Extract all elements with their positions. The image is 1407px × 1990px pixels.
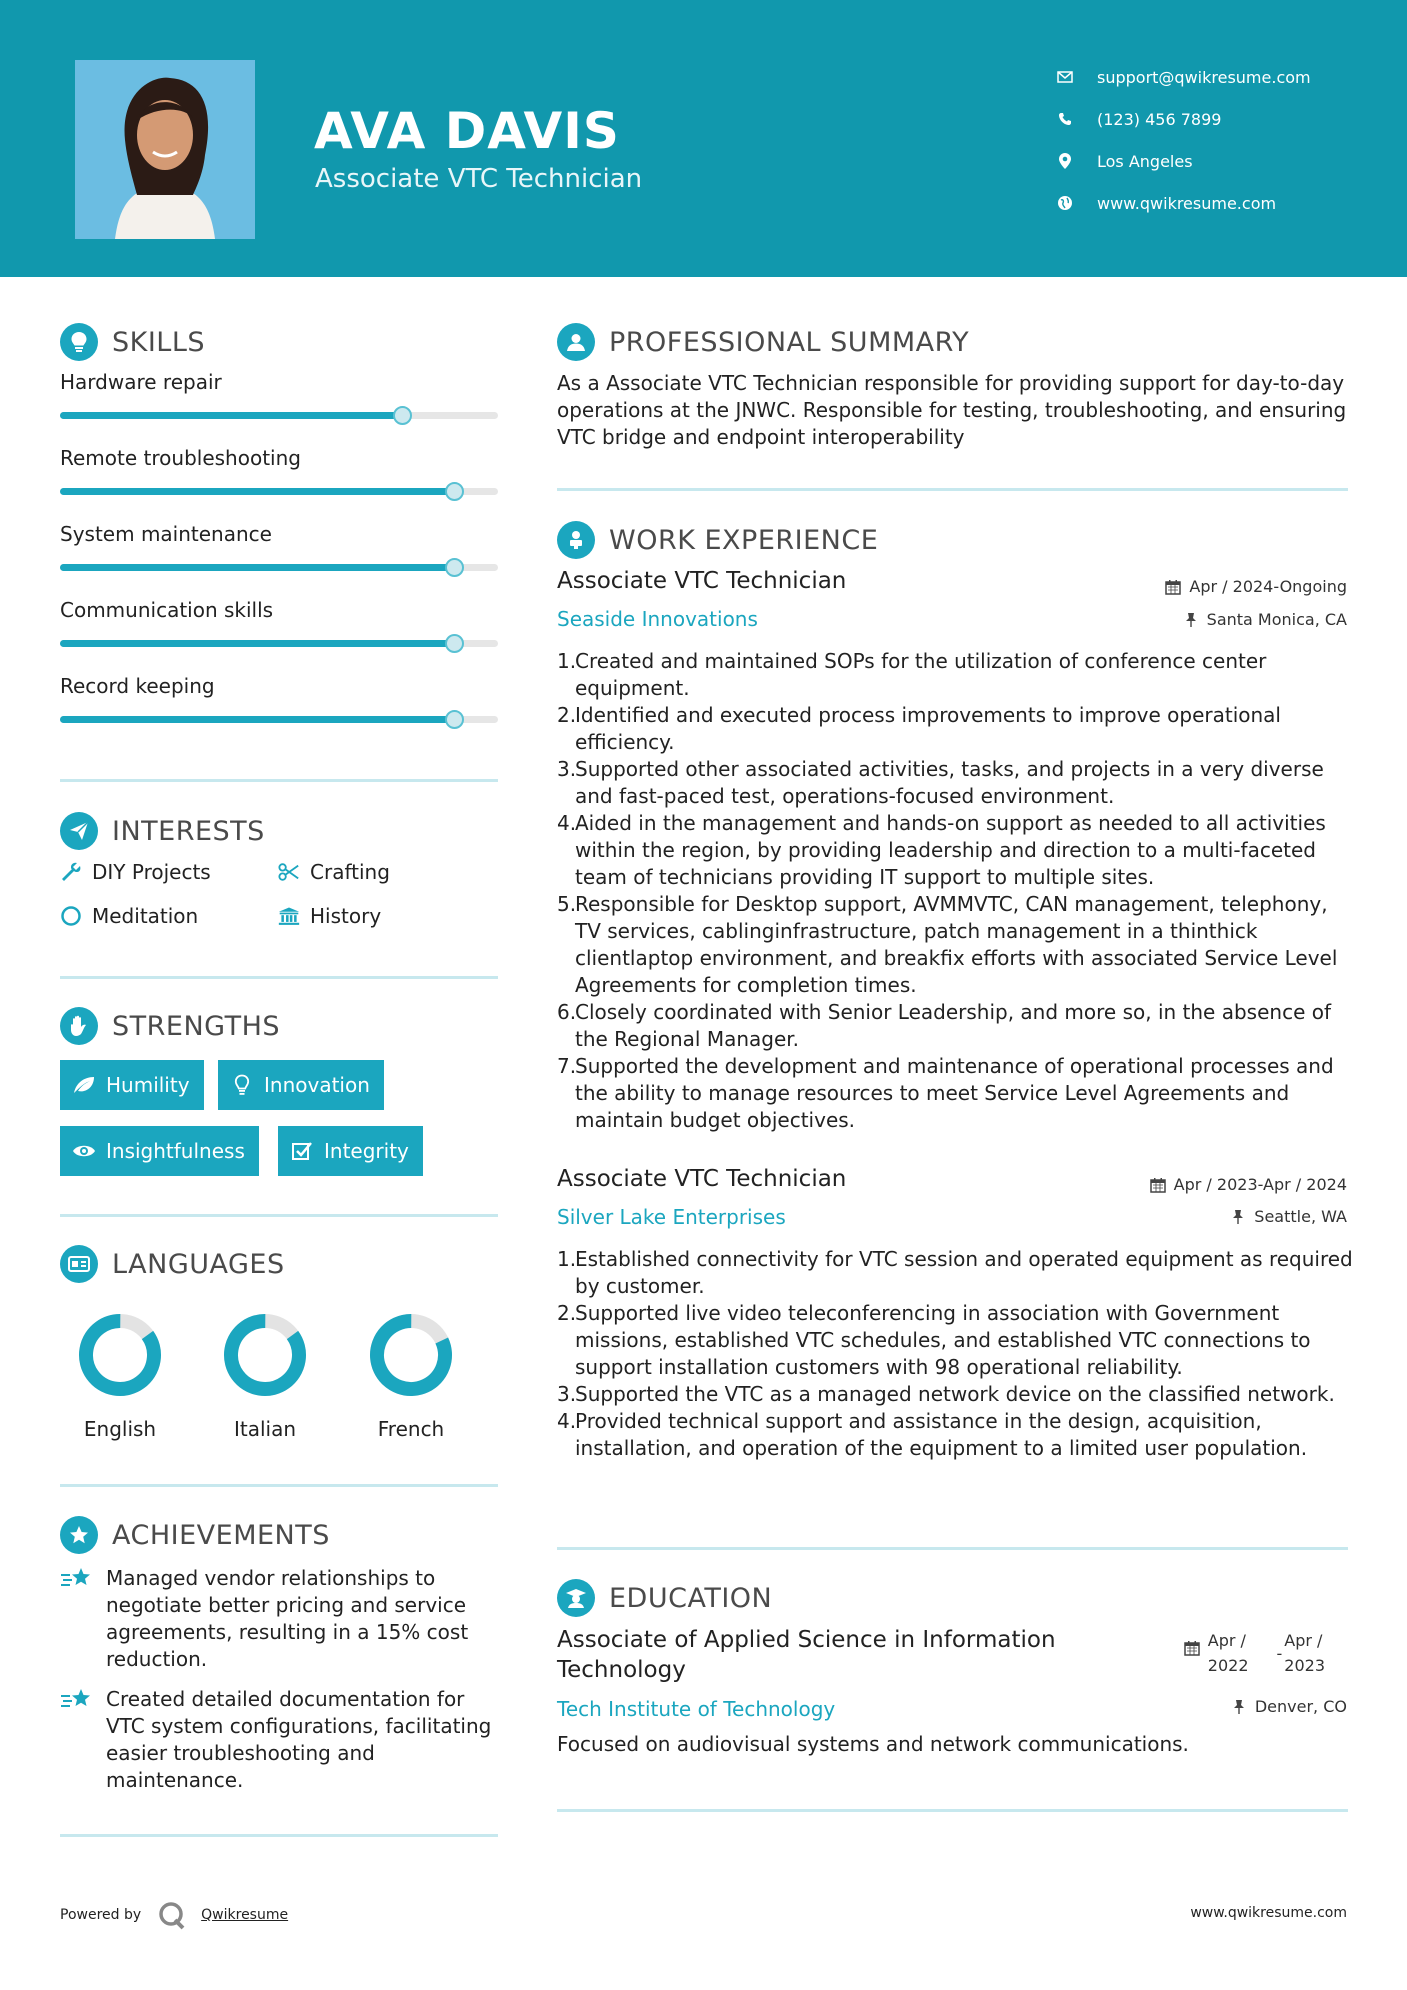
- job-date-text: Apr / 2023-Apr / 2024: [1173, 1175, 1347, 1194]
- job-location-text: Seattle, WA: [1254, 1207, 1347, 1226]
- language-donut: [70, 1305, 170, 1405]
- education-date-end: [1284, 1628, 1325, 1678]
- school-name: Tech Institute of Technology: [557, 1697, 836, 1721]
- job-bullet: [557, 810, 1357, 891]
- bullet-text: Identified and executed process improvements to improve operational efficiency.: [575, 703, 1281, 754]
- candidate-title: Associate VTC Technician: [315, 164, 643, 194]
- skill-label: Record keeping: [60, 674, 215, 698]
- skill-bar-fill: [60, 640, 454, 647]
- strength-pill: [218, 1060, 384, 1110]
- checkbox-icon: [290, 1139, 314, 1163]
- bullet-number: 7.: [557, 1054, 577, 1078]
- skill-item: [60, 522, 498, 571]
- circle-icon: [60, 905, 82, 927]
- interest-label: History: [310, 904, 382, 928]
- interest-label: Crafting: [310, 860, 390, 884]
- job-bullet: [557, 891, 1357, 999]
- strength-label: Insightfulness: [106, 1139, 245, 1163]
- bullet-text: Created and maintained SOPs for the utilization of conference center equipment.: [575, 649, 1267, 700]
- contact-location: [1055, 140, 1311, 182]
- skill-item: [60, 598, 498, 647]
- contact-phone-text: (123) 456 7899: [1097, 109, 1222, 129]
- strength-pill: [60, 1060, 204, 1110]
- skill-bar-knob: [445, 710, 464, 729]
- bullet-text: Aided in the management and hands-on support as needed to all activities within the region, by providing leadership and direction to a multi-faceted team of technicians providing IT support to multiple sites.: [575, 811, 1326, 889]
- powered-by: [60, 1900, 288, 1930]
- wrench-icon: [60, 861, 82, 883]
- profile-photo: [75, 60, 255, 239]
- language-item: [60, 1305, 180, 1441]
- job-bullet: [557, 1053, 1357, 1134]
- summary-title: PROFESSIONAL SUMMARY: [609, 326, 970, 358]
- job-bullet: [557, 648, 1357, 702]
- education-location: [1231, 1697, 1347, 1716]
- education-end-year: 2023: [1284, 1656, 1325, 1675]
- language-label: French: [377, 1417, 445, 1441]
- candidate-name: AVA DAVIS: [314, 102, 620, 160]
- skill-bar: [60, 564, 498, 571]
- skill-label: Remote troubleshooting: [60, 446, 301, 470]
- donut-fill: [218, 1308, 313, 1403]
- divider: [60, 1834, 498, 1837]
- interest-item: [60, 904, 198, 928]
- scissors-icon: [278, 861, 300, 883]
- bullet-text: Supported live video teleconferencing in association with Government missions, established VTC schedules, and established VTC connections to support installation customers with 98 operational reliability.: [575, 1301, 1311, 1379]
- divider: [557, 1809, 1348, 1812]
- strengths-title: STRENGTHS: [112, 1010, 281, 1042]
- job-date: [1150, 1175, 1347, 1194]
- bullet-text: Supported other associated activities, tasks, and projects in a very diverse and fast-paced test, operations-focused environment.: [575, 757, 1324, 808]
- language-donut: [215, 1305, 315, 1405]
- pushpin-icon: [1231, 1699, 1247, 1715]
- strength-label: Integrity: [324, 1139, 409, 1163]
- divider: [60, 976, 498, 979]
- skill-label: System maintenance: [60, 522, 272, 546]
- summary-text: As a Associate VTC Technician responsible for providing support for day-to-day operations at the JNWC. Responsible for testing, troubleshooting, and ensuring VTC bridge and endpoint interoperability: [557, 371, 1347, 449]
- graduate-badge-icon: [557, 1579, 595, 1617]
- achievements-heading: [60, 1516, 330, 1554]
- pushpin-icon: [1230, 1209, 1246, 1225]
- bullet-number: 1.: [557, 1247, 577, 1271]
- education-title: EDUCATION: [609, 1582, 773, 1614]
- skill-item: [60, 674, 498, 723]
- job-location-text: Santa Monica, CA: [1206, 610, 1347, 629]
- education-end-month: Apr /: [1284, 1631, 1323, 1650]
- job-title: Associate VTC Technician: [557, 568, 847, 594]
- job-bullet: [557, 1381, 1357, 1408]
- language-donut: [361, 1305, 461, 1405]
- skill-bar-knob: [393, 406, 412, 425]
- strength-pill: [60, 1126, 259, 1176]
- achievement-item: [60, 1565, 500, 1673]
- leaf-icon: [72, 1073, 96, 1097]
- divider: [60, 1214, 498, 1217]
- skill-bar: [60, 716, 498, 723]
- job-bullet: [557, 756, 1357, 810]
- achievement-item: [60, 1686, 500, 1794]
- language-badge-icon: [60, 1245, 98, 1283]
- skill-label: Communication skills: [60, 598, 274, 622]
- bullet-text: Responsible for Desktop support, AVMMVTC, CAN management, telephony, TV services, cablinginfrastructure, patch management in a thinthick clientlaptop environment, and breakfix efforts with associated Service Level Agreements for completion times.: [575, 892, 1338, 997]
- contact-website-text: www.qwikresume.com: [1097, 193, 1277, 213]
- qwikresume-link[interactable]: Qwikresume: [201, 1907, 289, 1923]
- interests-title: INTERESTS: [112, 815, 265, 847]
- contact-email[interactable]: [1055, 56, 1311, 98]
- achievement-text: Managed vendor relationships to negotiate better pricing and service agreements, resulting in a 15% cost reduction.: [106, 1566, 469, 1671]
- contact-website[interactable]: [1055, 182, 1311, 224]
- job-bullets: [557, 1246, 1357, 1462]
- skill-bar-fill: [60, 564, 454, 571]
- job-location: [1183, 610, 1347, 629]
- bullet-number: 1.: [557, 649, 577, 673]
- bullet-number: 6.: [557, 1000, 577, 1024]
- eye-icon: [72, 1139, 96, 1163]
- language-item: [205, 1305, 325, 1441]
- bullet-text: Supported the development and maintenance of operational processes and the ability to manage resources to meet Service Level Agreements and maintain budget objectives.: [575, 1054, 1334, 1132]
- languages-heading: [60, 1245, 285, 1283]
- lightbulb-icon: [230, 1073, 254, 1097]
- donut-fill: [366, 1310, 456, 1400]
- museum-icon: [278, 905, 300, 927]
- skill-bar: [60, 488, 498, 495]
- education-date-separator: -: [1276, 1644, 1283, 1663]
- skill-bar-knob: [445, 634, 464, 653]
- divider: [60, 779, 498, 782]
- job-company: Silver Lake Enterprises: [557, 1205, 786, 1229]
- divider: [557, 1547, 1348, 1550]
- skill-bar-knob: [445, 482, 464, 501]
- qwikresume-logo-icon: [157, 1900, 187, 1930]
- skill-bar-fill: [60, 412, 402, 419]
- job-bullet: [557, 999, 1357, 1053]
- bullet-number: 4.: [557, 1409, 577, 1433]
- skill-label: Hardware repair: [60, 370, 222, 394]
- strength-label: Humility: [106, 1073, 190, 1097]
- strength-label: Innovation: [264, 1073, 370, 1097]
- divider: [557, 488, 1348, 491]
- experience-title: WORK EXPERIENCE: [609, 524, 879, 556]
- skill-bar-fill: [60, 716, 454, 723]
- briefcase-user-badge-icon: [557, 521, 595, 559]
- divider: [60, 1484, 498, 1487]
- achievement-text: Created detailed documentation for VTC system configurations, facilitating easier troubleshooting and maintenance.: [106, 1687, 492, 1792]
- job-bullet: [557, 702, 1357, 756]
- bullet-number: 2.: [557, 1301, 577, 1325]
- pushpin-icon: [1183, 612, 1199, 628]
- paper-plane-badge-icon: [60, 812, 98, 850]
- bullet-number: 2.: [557, 703, 577, 727]
- interest-item: [278, 904, 381, 928]
- calendar-icon: [1184, 1640, 1200, 1656]
- education-start-year: 2022: [1207, 1656, 1249, 1675]
- experience-heading: [557, 521, 878, 559]
- bullet-number: 3.: [557, 1382, 577, 1406]
- lightbulb-badge-icon: [60, 323, 98, 361]
- education-date: [1184, 1628, 1347, 1678]
- education-heading: [557, 1579, 772, 1617]
- education-description: Focused on audiovisual systems and network communications.: [557, 1732, 1189, 1756]
- skills-title: SKILLS: [112, 326, 206, 358]
- globe-icon: [1055, 193, 1075, 213]
- skill-item: [60, 446, 498, 495]
- language-label: English: [83, 1417, 157, 1441]
- degree-title: Associate of Applied Science in Information Technology: [557, 1627, 1056, 1683]
- job-date: [1165, 577, 1347, 596]
- interest-label: DIY Projects: [92, 860, 211, 884]
- job-bullets: [557, 648, 1357, 1134]
- mail-icon: [1055, 67, 1075, 87]
- skill-item: [60, 370, 498, 419]
- calendar-icon: [1165, 579, 1181, 595]
- resume-header: [0, 0, 1407, 277]
- education-date-start: [1208, 1628, 1249, 1678]
- bullet-text: Established connectivity for VTC session and operated equipment as required by customer.: [575, 1247, 1353, 1298]
- shooting-star-icon: [60, 1565, 94, 1673]
- bullet-text: Supported the VTC as a managed network device on the classified network.: [575, 1382, 1335, 1406]
- skill-bar-knob: [445, 558, 464, 577]
- powered-by-label: Powered by: [60, 1907, 142, 1923]
- job-title: Associate VTC Technician: [557, 1166, 847, 1192]
- language-item: [351, 1305, 471, 1441]
- strengths-heading: [60, 1007, 280, 1045]
- contact-list: [1055, 56, 1311, 224]
- skill-bar: [60, 640, 498, 647]
- user-badge-icon: [557, 323, 595, 361]
- job-bullet: [557, 1300, 1357, 1381]
- bullet-number: 4.: [557, 811, 577, 835]
- bullet-number: 3.: [557, 757, 577, 781]
- achievements-title: ACHIEVEMENTS: [112, 1519, 330, 1551]
- footer-website[interactable]: www.qwikresume.com: [1190, 1905, 1347, 1921]
- hand-badge-icon: [60, 1007, 98, 1045]
- shooting-star-icon: [60, 1686, 94, 1794]
- skill-bar-fill: [60, 488, 454, 495]
- interests-heading: [60, 812, 265, 850]
- languages-title: LANGUAGES: [112, 1248, 285, 1280]
- calendar-icon: [1150, 1177, 1166, 1193]
- interest-label: Meditation: [92, 904, 199, 928]
- contact-email-text: support@qwikresume.com: [1097, 67, 1311, 87]
- language-label: Italian: [233, 1417, 297, 1441]
- skill-bar: [60, 412, 498, 419]
- job-location: [1230, 1207, 1347, 1226]
- location-pin-icon: [1055, 151, 1075, 171]
- interest-item: [278, 860, 390, 884]
- summary-heading: [557, 323, 969, 361]
- contact-location-text: Los Angeles: [1097, 151, 1193, 171]
- job-date-text: Apr / 2024-Ongoing: [1189, 577, 1347, 596]
- interest-item: [60, 860, 211, 884]
- education-location-text: Denver, CO: [1254, 1697, 1347, 1716]
- skills-heading: [60, 323, 205, 361]
- strength-pill: [278, 1126, 423, 1176]
- star-badge-icon: [60, 1516, 98, 1554]
- job-bullet: [557, 1246, 1357, 1300]
- phone-icon: [1055, 109, 1075, 129]
- bullet-number: 5.: [557, 892, 577, 916]
- job-bullet: [557, 1408, 1357, 1462]
- bullet-text: Provided technical support and assistance in the design, acquisition, installation, and operation of the equipment to a limited user population.: [575, 1409, 1308, 1460]
- contact-phone[interactable]: [1055, 98, 1311, 140]
- donut-fill: [73, 1308, 168, 1403]
- job-company: Seaside Innovations: [557, 607, 758, 631]
- bullet-text: Closely coordinated with Senior Leadership, and more so, in the absence of the Regional Manager.: [575, 1000, 1332, 1051]
- education-start-month: Apr /: [1207, 1631, 1246, 1650]
